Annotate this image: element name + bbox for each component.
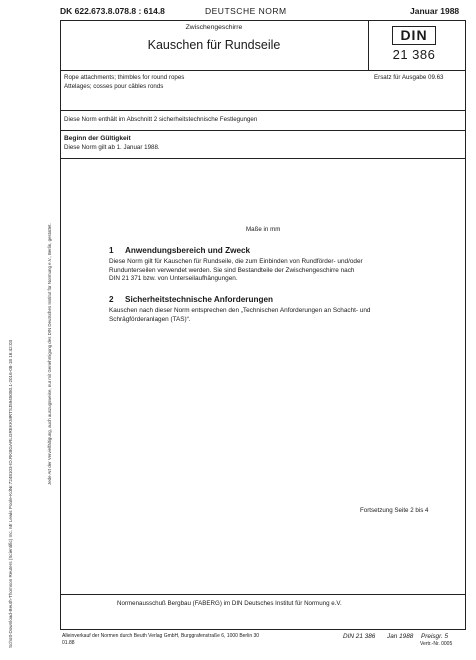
- rule-notice: [60, 130, 466, 131]
- section-1-line-3: DIN 21 371 bzw. von Unterseilaufhängungen.: [109, 275, 238, 282]
- rule-committee: [60, 594, 466, 595]
- section-1-line-2: Rundunterseilen verwendet werden. Sie sind Bestandteile der Zwischengeschirre nach: [109, 266, 355, 274]
- document-title: Kauschen für Rundseile: [147, 38, 281, 52]
- document-frame: [60, 20, 466, 630]
- section-2-number: 2: [109, 295, 114, 304]
- publisher-code: 01.88: [62, 640, 75, 646]
- subtitle: Zwischengeschirre: [185, 24, 243, 31]
- copyright-side-note: Jede Art der Vervielfältigung, auch auszugsweise, nur mit Genehmigung des DIN Deutsches Institut für Normung e.V., Berlin, gestattet.: [47, 223, 52, 485]
- section-2-line-2: Schrägförderanlagen (TAS)“.: [109, 315, 191, 323]
- price-group: Preisgr. 5: [421, 633, 449, 640]
- dk-number: DK 622.673.8.078.8 : 614.8: [60, 6, 165, 16]
- din-word: DIN: [400, 27, 428, 43]
- section-1-line-1: Diese Norm gilt für Kauschen für Rundseile, die zum Einbinden von Rundförder- und/oder: [109, 258, 363, 265]
- english-title: Rope attachments; thimbles for round ropes: [64, 74, 185, 81]
- rule-translations: [60, 110, 466, 111]
- rule-validity: [60, 158, 466, 159]
- publisher-line: Alleinverkauf der Normen durch Beuth Verlag GmbH, Burggrafenstraße 6, 1000 Berlin 30: [62, 633, 260, 639]
- safety-notice: Diese Norm enthält im Abschnitt 2 sicherheitstechnische Festlegungen: [64, 116, 258, 123]
- footer-din-ref: DIN 21 386: [343, 633, 376, 640]
- din-logo: [392, 26, 436, 45]
- committee-note: Normenausschuß Bergbau (FABERG) im DIN Deutsches Institut für Normung e.V.: [117, 600, 342, 607]
- units-note: Maße in mm: [246, 226, 281, 233]
- download-side-note: Schott-Download-Beuth-Thomson Reuters (Scientific) Inc. Mr Lewis Poole-KdNr.7248103-ID.RKBGARLGREKKMRTSJ5945080.1-2016-08-18 16:42:03: [8, 339, 13, 648]
- issue-date: Januar 1988: [410, 6, 460, 16]
- footer-date: Jan 1988: [387, 633, 414, 640]
- title-divider: [368, 20, 369, 70]
- section-1-heading: Anwendungsbereich und Zweck: [125, 246, 251, 255]
- section-2-line-1: Kauschen nach dieser Norm entsprechen den „Technischen Anforderungen an Schacht- und: [109, 307, 371, 314]
- section-2-heading: Sicherheitstechnische Anforderungen: [125, 295, 274, 304]
- din-number: 21 386: [392, 47, 436, 62]
- section-1-number: 1: [109, 246, 114, 255]
- validity-text: Diese Norm gilt ab 1. Januar 1988.: [64, 144, 160, 151]
- norm-type: DEUTSCHE NORM: [205, 6, 287, 16]
- title-rule: [60, 70, 466, 71]
- french-title: Attelages; cosses pour câbles ronds: [64, 83, 164, 90]
- vertrieb-number: Vertr.-Nr. 0005: [420, 641, 453, 647]
- replacement-note: Ersatz für Ausgabe 09.63: [374, 74, 444, 81]
- continuation-note: Fortsetzung Seite 2 bis 4: [360, 507, 429, 514]
- validity-heading: Beginn der Gültigkeit: [64, 135, 131, 142]
